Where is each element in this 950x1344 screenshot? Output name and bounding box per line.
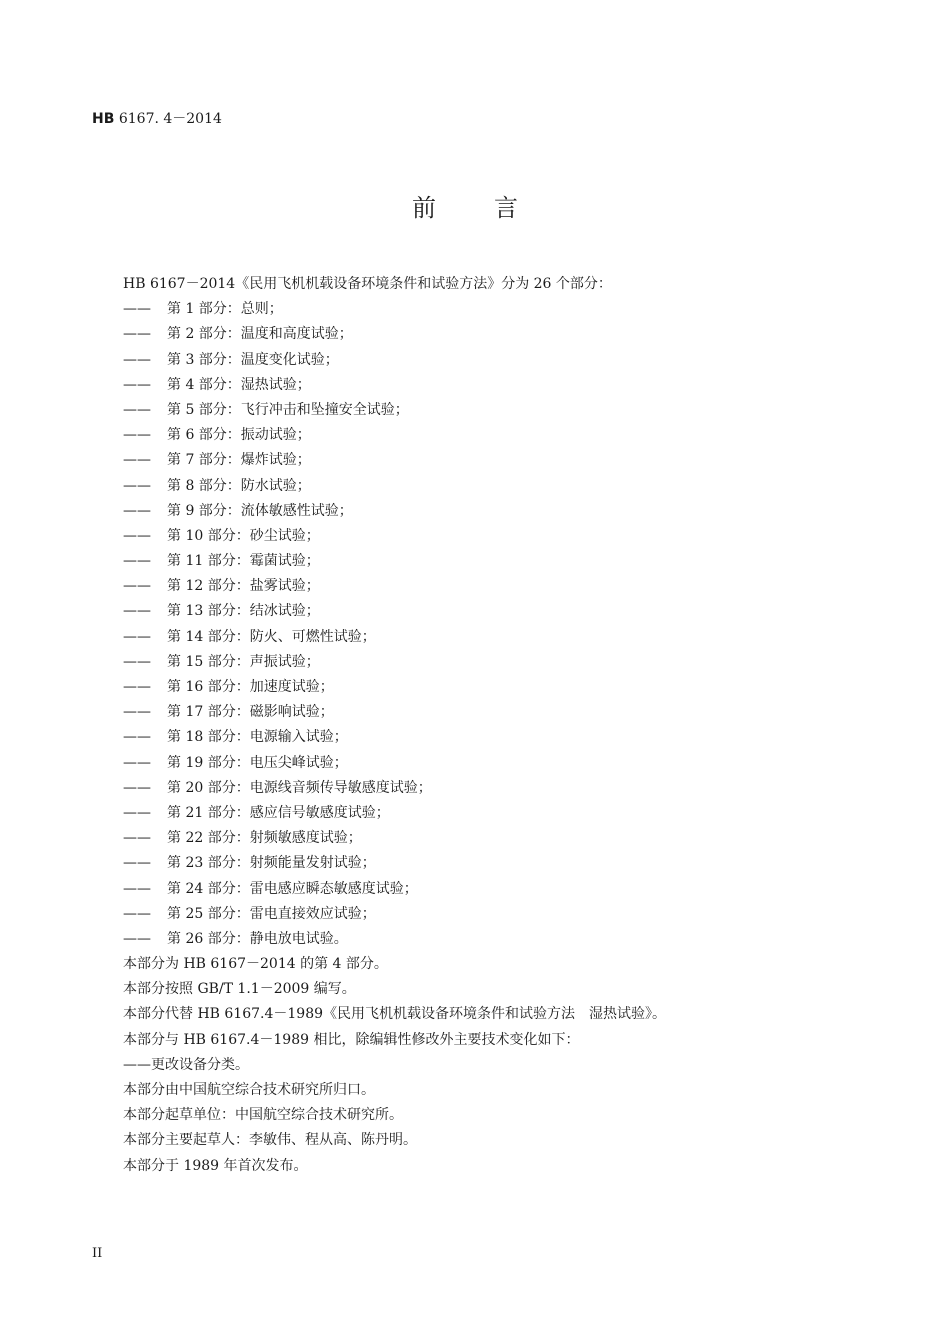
list-dash: —— (123, 376, 151, 393)
part-list-item (123, 650, 843, 675)
part-label: 第 26 部分：静电放电试验。 (167, 930, 348, 947)
body-paragraph: ——更改设备分类。 (123, 1056, 249, 1073)
part-list-item (123, 927, 843, 952)
intro-paragraph: HB 6167－2014《民用飞机机载设备环境条件和试验方法》分为 26 个部分： (123, 276, 612, 292)
list-dash: —— (123, 351, 151, 368)
part-label: 第 3 部分：温度变化试验； (167, 351, 339, 368)
list-dash: —— (123, 578, 151, 595)
part-list-item (123, 322, 843, 347)
part-list-item (123, 599, 843, 624)
part-list-item (123, 499, 843, 524)
list-dash: —— (123, 653, 151, 670)
part-label: 第 17 部分：磁影响试验； (167, 704, 334, 721)
list-dash: —— (123, 628, 151, 645)
parts-list (123, 297, 843, 952)
part-label: 第 14 部分：防火、可燃性试验； (167, 628, 376, 645)
list-dash: —— (123, 855, 151, 872)
part-label: 第 23 部分：射频能量发射试验； (167, 855, 376, 872)
part-label: 第 22 部分：射频敏感度试验； (167, 830, 362, 847)
body-paragraph: 本部分于 1989 年首次发布。 (123, 1157, 308, 1174)
list-dash: —— (123, 527, 151, 544)
part-list-item (123, 902, 843, 927)
body-paragraph: 本部分起草单位：中国航空综合技术研究所。 (123, 1107, 403, 1124)
list-dash: —— (123, 930, 151, 947)
list-dash: —— (123, 704, 151, 721)
part-list-item (123, 700, 843, 725)
part-list-item (123, 725, 843, 750)
foreword-body (123, 272, 843, 1179)
part-label: 第 2 部分：温度和高度试验； (167, 326, 353, 343)
body-paragraph: 本部分代替 HB 6167.4－1989《民用飞机机载设备环境条件和试验方法 湿热试验》。 (123, 1006, 667, 1023)
list-dash: —— (123, 754, 151, 771)
part-label: 第 12 部分：盐雾试验； (167, 578, 320, 595)
list-dash: —— (123, 779, 151, 796)
part-label: 第 1 部分：总则； (167, 301, 283, 318)
part-label: 第 16 部分：加速度试验； (167, 679, 334, 695)
part-list-item (123, 549, 843, 574)
part-label: 第 13 部分：结冰试验； (167, 603, 320, 620)
part-label: 第 11 部分：霉菌试验； (167, 553, 320, 570)
part-label: 第 18 部分：电源输入试验； (167, 729, 348, 746)
list-dash: —— (123, 679, 151, 695)
body-paragraph: 本部分主要起草人：李敏伟、程从高、陈丹明。 (123, 1132, 417, 1149)
part-label: 第 8 部分：防水试验； (167, 477, 311, 494)
part-list-item (123, 398, 843, 423)
part-label: 第 10 部分：砂尘试验； (167, 527, 320, 544)
list-dash: —— (123, 452, 151, 469)
standard-code-prefix: HB (92, 111, 115, 127)
paragraph-list (123, 952, 843, 1179)
part-list-item (123, 826, 843, 851)
part-label: 第 6 部分：振动试验； (167, 427, 311, 444)
list-dash: —— (123, 326, 151, 343)
list-dash: —— (123, 477, 151, 494)
part-label: 第 7 部分：爆炸试验； (167, 452, 311, 469)
part-list-item (123, 348, 843, 373)
part-list-item (123, 625, 843, 650)
list-dash: —— (123, 804, 151, 821)
body-paragraph: 本部分为 HB 6167－2014 的第 4 部分。 (123, 956, 388, 973)
part-list-item (123, 675, 843, 700)
part-list-item (123, 423, 843, 448)
part-list-item (123, 751, 843, 776)
page-number: II (92, 1246, 103, 1261)
list-dash: —— (123, 553, 151, 570)
part-list-item (123, 474, 843, 499)
list-dash: —— (123, 880, 151, 897)
list-dash: —— (123, 729, 151, 746)
list-dash: —— (123, 427, 151, 444)
list-dash: —— (123, 401, 151, 418)
part-list-item (123, 574, 843, 599)
part-label: 第 19 部分：电压尖峰试验； (167, 754, 348, 771)
part-label: 第 20 部分：电源线音频传导敏感度试验； (167, 779, 432, 796)
part-list-item (123, 776, 843, 801)
part-list-item (123, 851, 843, 876)
part-list-item (123, 373, 843, 398)
part-list-item (123, 297, 843, 322)
list-dash: —— (123, 603, 151, 620)
list-dash: —— (123, 301, 151, 318)
list-dash: —— (123, 502, 151, 519)
body-paragraph: 本部分与 HB 6167.4－1989 相比，除编辑性修改外主要技术变化如下： (123, 1031, 580, 1048)
body-paragraph: 本部分按照 GB/T 1.1－2009 编写。 (123, 981, 356, 998)
list-dash: —— (123, 830, 151, 847)
part-label: 第 9 部分：流体敏感性试验； (167, 502, 353, 519)
part-list-item (123, 801, 843, 826)
part-list-item (123, 448, 843, 473)
part-label: 第 5 部分：飞行冲击和坠撞安全试验； (167, 401, 409, 418)
body-paragraph: 本部分由中国航空综合技术研究所归口。 (123, 1082, 375, 1098)
part-label: 第 15 部分：声振试验； (167, 653, 320, 670)
list-dash: —— (123, 905, 151, 922)
part-label: 第 25 部分：雷电直接效应试验； (167, 905, 376, 922)
part-label: 第 24 部分：雷电感应瞬态敏感度试验； (167, 880, 418, 897)
standard-code-number: 6167. 4－2014 (114, 111, 222, 127)
page-title: 前言 (412, 194, 576, 222)
standard-code (92, 110, 222, 128)
part-label: 第 21 部分：感应信号敏感度试验； (167, 804, 390, 821)
part-label: 第 4 部分：湿热试验； (167, 376, 311, 393)
part-list-item (123, 524, 843, 549)
part-list-item (123, 877, 843, 902)
